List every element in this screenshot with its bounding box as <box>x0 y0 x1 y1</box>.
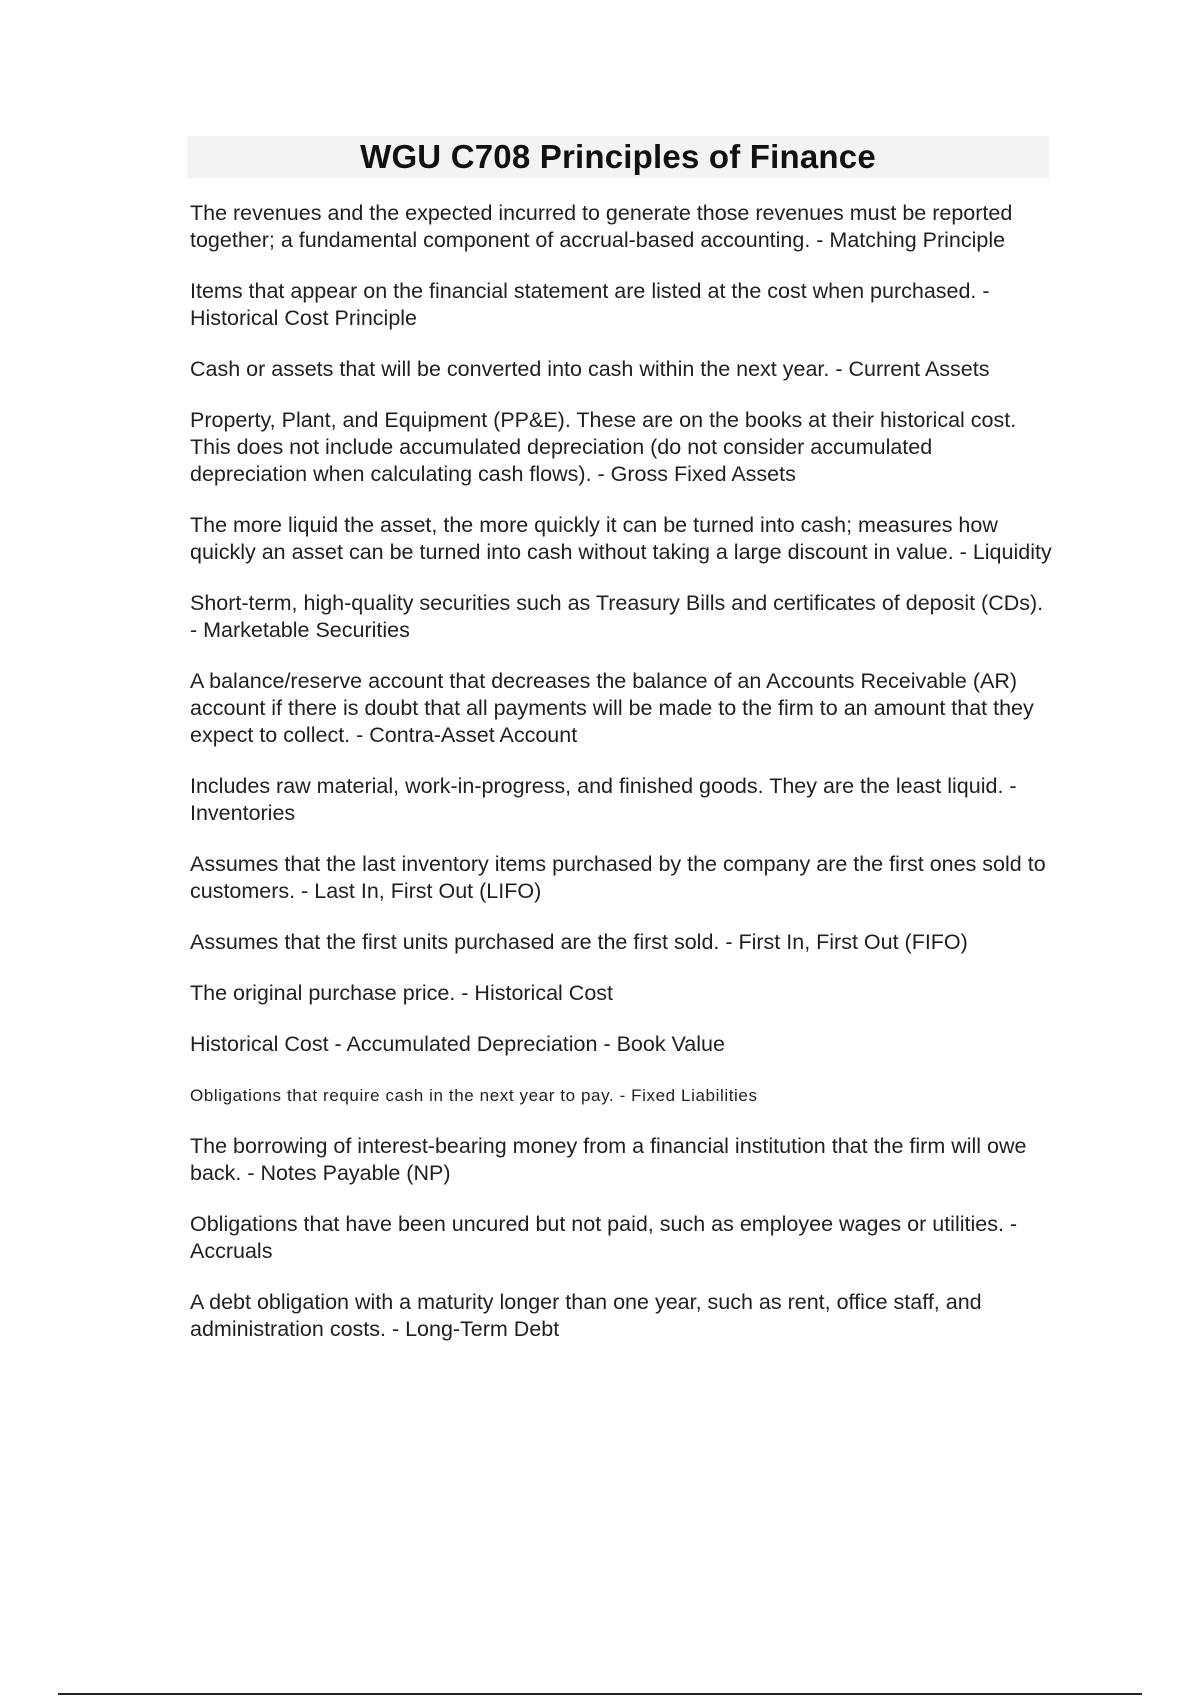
definition-entry: Includes raw material, work-in-progress, and finished goods. They are the least liquid. - Inventories <box>190 774 1017 825</box>
definition-entry: Short-term, high-quality securities such as Treasury Bills and certificates of deposit (CDs). - Marketable Securities <box>190 591 1044 642</box>
definition-entry: Assumes that the last inventory items purchased by the company are the first ones sold to customers. - Last In, First Out (LIFO) <box>190 852 1046 903</box>
definition-entry: The original purchase price. - Historical Cost <box>190 981 613 1005</box>
definition-entry: A debt obligation with a maturity longer than one year, such as rent, office staff, and administration costs. - Long-Term Debt <box>190 1290 982 1341</box>
document-title: WGU C708 Principles of Finance <box>360 138 876 175</box>
definition-list <box>190 200 1055 1367</box>
definition-entry: Cash or assets that will be converted into cash within the next year. - Current Assets <box>190 357 990 381</box>
definition-entry: Assumes that the first units purchased are the first sold. - First In, First Out (FIFO) <box>190 930 968 954</box>
definition-entry: Obligations that have been uncured but not paid, such as employee wages or utilities. - Accruals <box>190 1212 1018 1263</box>
definition-entry: Property, Plant, and Equipment (PP&E). These are on the books at their historical cost. This does not include accumulated depreciation (do not consider accumulated depreciation when calculating cash flows). - Gross Fixed Assets <box>190 408 1017 486</box>
definition-entry: The borrowing of interest-bearing money from a financial institution that the firm will owe back. - Notes Payable (NP) <box>190 1134 1027 1185</box>
definition-entry: A balance/reserve account that decreases the balance of an Accounts Receivable (AR) account if there is doubt that all payments will be made to the firm to an amount that they expect to collect. - Contra-Asset Account <box>190 669 1034 747</box>
definition-entry: Historical Cost - Accumulated Depreciation - Book Value <box>190 1032 725 1056</box>
definition-entry: The more liquid the asset, the more quickly it can be turned into cash; measures how quickly an asset can be turned into cash without taking a large discount in value. - Liquidity <box>190 513 1052 564</box>
definition-entry: Items that appear on the financial statement are listed at the cost when purchased. - Historical Cost Principle <box>190 279 990 330</box>
definition-entry: The revenues and the expected incurred to generate those revenues must be reported together; a fundamental component of accrual-based accounting. - Matching Principle <box>190 201 1013 252</box>
title-banner <box>187 136 1049 178</box>
definition-entry: Obligations that require cash in the next year to pay. - Fixed Liabilities <box>190 1086 758 1105</box>
footer-divider <box>58 1693 1142 1695</box>
